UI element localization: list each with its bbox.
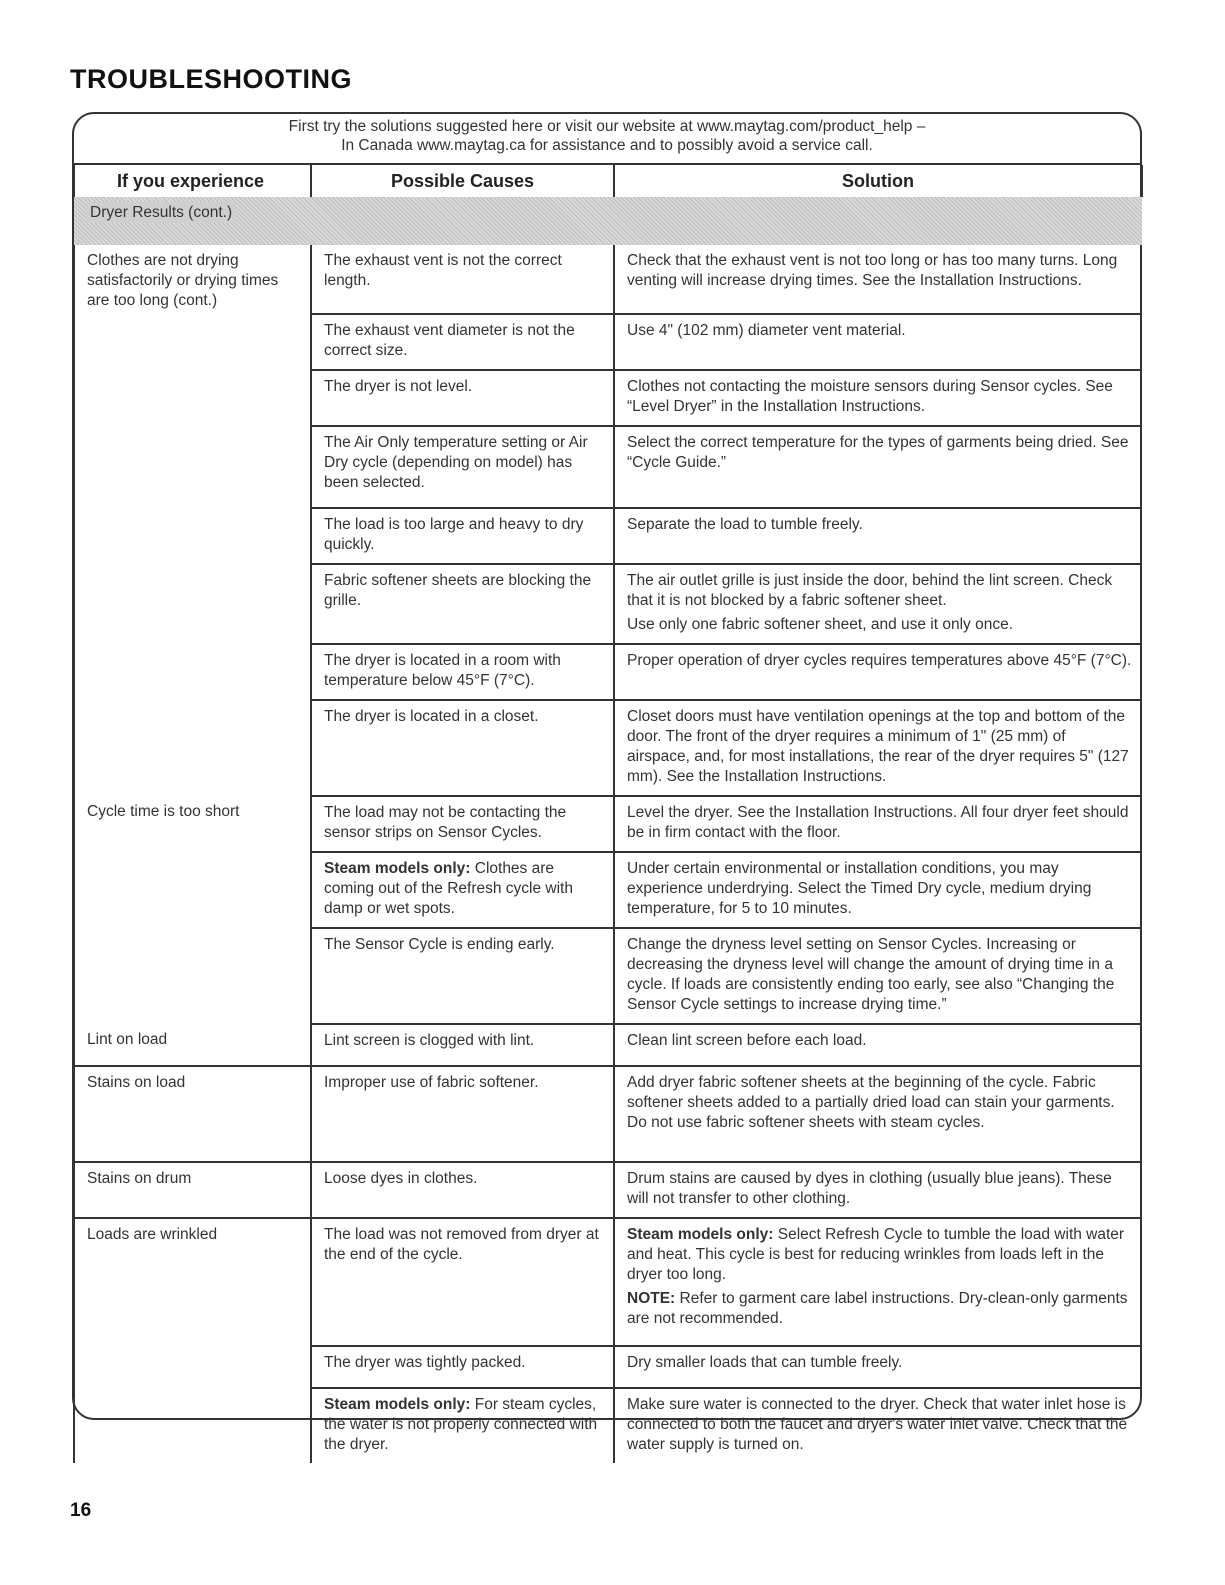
header-experience: If you experience (74, 165, 311, 197)
solution-text: The air outlet grille is just inside the door, behind the lint screen. Check that it is not blocked by a fabric softener sheet. (627, 572, 1113, 609)
troubleshooting-table (73, 165, 1143, 1463)
solution-body: Select Refresh Cycle to tumble the load with water and heat. This cycle is best for reducing wrinkles from loads left in the dryer too long. (627, 1226, 1125, 1283)
cause-cell: The Air Only temperature setting or Air Dry cycle (depending on model) has been selected. (311, 426, 614, 508)
header-causes: Possible Causes (311, 165, 614, 197)
solution-note (627, 1289, 1132, 1329)
solution-cell: Dry smaller loads that can tumble freely. (614, 1346, 1142, 1388)
cause-text: For steam cycles, the water is not properly connected with the dryer. (324, 1396, 598, 1453)
solution-cell: Make sure water is connected to the dryer. Check that water inlet hose is connected to both the faucet and dryer's water inlet valve. Check that the water supply is turned on. (627, 1396, 1128, 1453)
table-header-row (74, 165, 1142, 197)
experience-cell: Stains on drum (74, 1162, 311, 1218)
header-solution: Solution (614, 165, 1142, 197)
cause-cell (311, 1388, 614, 1463)
solution-emphasis: Steam models only: (627, 1226, 774, 1243)
intro-line-2: In Canada www.maytag.ca for assistance and to possibly avoid a service call. (341, 137, 873, 154)
solution-cell: Use 4" (102 mm) diameter vent material. (614, 314, 1142, 370)
solution-cell (614, 564, 1142, 644)
solution-cell: Add dryer fabric softener sheets at the beginning of the cycle. Fabric softener sheets added to a partially dried load can stain your garments. Do not use fabric softener sheets with steam cycles. (614, 1066, 1142, 1162)
cause-cell: The load may not be contacting the sensor strips on Sensor Cycles. (311, 796, 614, 852)
solution-text-2: Use only one fabric softener sheet, and use it only once. (627, 616, 1014, 633)
cause-cell: The Sensor Cycle is ending early. (311, 928, 614, 1024)
solution-cell: Closet doors must have ventilation openings at the top and bottom of the door. The front of the dryer requires a minimum of 1" (25 mm) of airspace, and, for most installations, the rear of the dryer requires 5" (127 mm). See the Installation Instructions. (614, 700, 1142, 796)
cause-cell: The exhaust vent diameter is not the correct size. (311, 314, 614, 370)
cause-cell: The exhaust vent is not the correct length. (311, 245, 614, 314)
note-label: NOTE: (627, 1290, 676, 1307)
cause-emphasis: Steam models only: (324, 1396, 471, 1413)
experience-cell: Clothes are not drying satisfactorily or drying times are too long (cont.) (74, 245, 311, 796)
table-row (74, 1218, 1142, 1346)
table-row (74, 1024, 1142, 1066)
solution-cell: Clean lint screen before each load. (614, 1024, 1142, 1066)
cause-emphasis: Steam models only: (324, 860, 471, 877)
solution-cell: Change the dryness level setting on Sensor Cycles. Increasing or decreasing the dryness level will change the amount of drying time in a cycle. If loads are consistently ending too early, see also “Changing the Sensor Cycle settings to increase drying time.” (614, 928, 1142, 1024)
note-text: Refer to garment care label instructions. Dry-clean-only garments are not recommended. (627, 1290, 1128, 1327)
cause-cell: The dryer is located in a room with temperature below 45°F (7°C). (311, 644, 614, 700)
cause-text: Clothes are coming out of the Refresh cycle with damp or wet spots. (324, 860, 573, 917)
solution-cell: Drum stains are caused by dyes in clothing (usually blue jeans). These will not transfer to other clothing. (614, 1162, 1142, 1218)
solution-cell: Level the dryer. See the Installation Instructions. All four dryer feet should be in firm contact with the floor. (614, 796, 1142, 852)
cause-cell: The dryer is not level. (311, 370, 614, 426)
solution-cell: Check that the exhaust vent is not too long or has too many turns. Long venting will increase drying times. See the Installation Instructions. (614, 245, 1142, 314)
solution-cell: Under certain environmental or installation conditions, you may experience underdrying. Select the Timed Dry cycle, medium drying temperature, for 5 to 10 minutes. (614, 852, 1142, 928)
table-row (74, 1066, 1142, 1162)
section-label: Dryer Results (cont.) (86, 202, 236, 223)
solution-cell: Select the correct temperature for the types of garments being dried. See “Cycle Guide.” (614, 426, 1142, 508)
cause-cell: Fabric softener sheets are blocking the grille. (311, 564, 614, 644)
table-row (74, 796, 1142, 852)
cause-cell: The load was not removed from dryer at the end of the cycle. (311, 1218, 614, 1346)
table-row (74, 245, 1142, 314)
solution-cell: Clothes not contacting the moisture sensors during Sensor cycles. See “Level Dryer” in the Installation Instructions. (614, 370, 1142, 426)
solution-cell (614, 1218, 1142, 1346)
cause-cell: The dryer was tightly packed. (311, 1346, 614, 1388)
cause-cell (311, 852, 614, 928)
experience-cell: Loads are wrinkled (74, 1218, 311, 1463)
solution-cell: Proper operation of dryer cycles requires temperatures above 45°F (7°C). (614, 644, 1142, 700)
page-title: TROUBLESHOOTING (70, 64, 352, 94)
solution-text (627, 1225, 1132, 1285)
page-number: 16 (70, 1500, 92, 1521)
section-row (74, 197, 1142, 245)
experience-cell: Cycle time is too short (74, 796, 311, 1024)
table-row (74, 1162, 1142, 1218)
cause-cell: Lint screen is clogged with lint. (311, 1024, 614, 1066)
cause-cell: The dryer is located in a closet. (311, 700, 614, 796)
cause-cell: Loose dyes in clothes. (311, 1162, 614, 1218)
intro-text (74, 117, 1140, 155)
cause-cell: Improper use of fabric softener. (311, 1066, 614, 1162)
experience-cell: Lint on load (74, 1024, 311, 1066)
intro-line-1: First try the solutions suggested here or visit our website at www.maytag.com/product_help – (288, 118, 926, 135)
solution-cell: Separate the load to tumble freely. (614, 508, 1142, 564)
experience-cell: Stains on load (74, 1066, 311, 1162)
cause-cell: The load is too large and heavy to dry quickly. (311, 508, 614, 564)
